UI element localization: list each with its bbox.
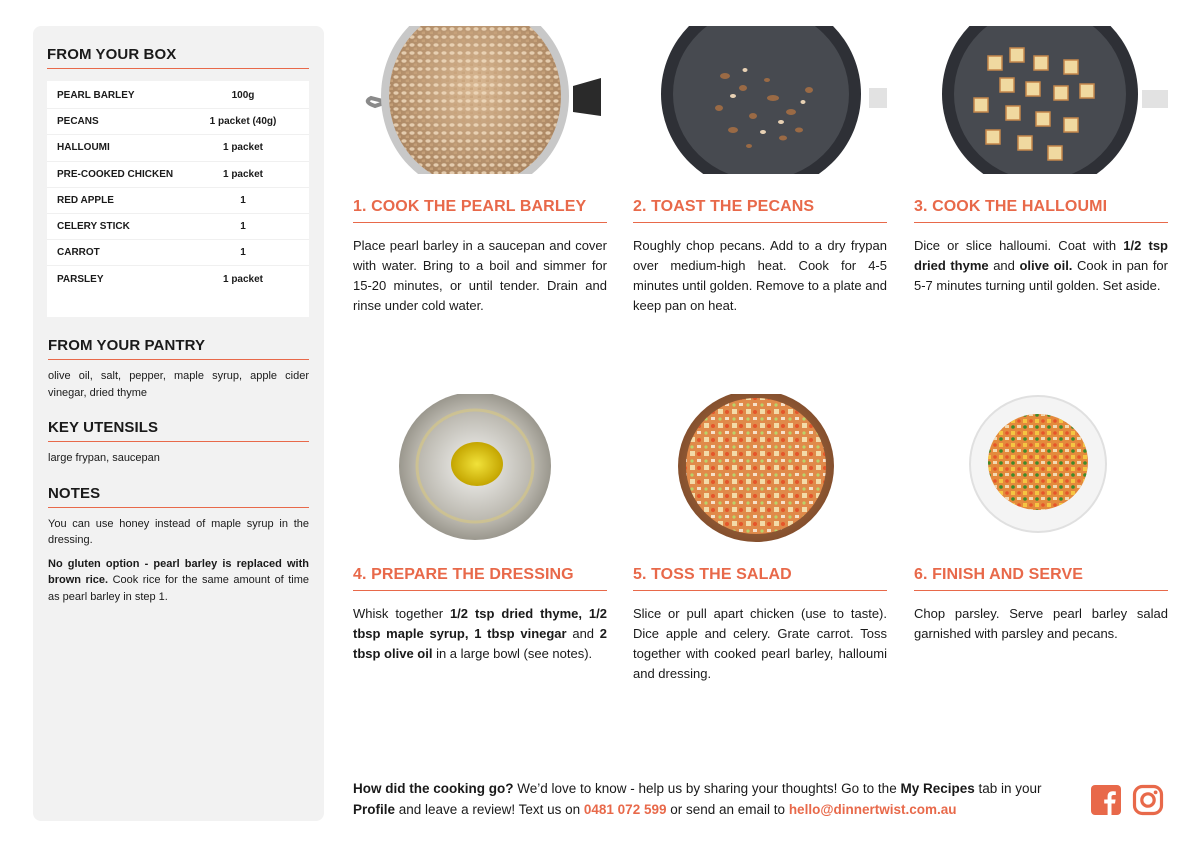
step-body [353,604,607,664]
dressing-in-bowl-image [353,394,607,542]
step-5 [633,394,887,684]
pearl-barley-in-strainer-image [353,26,607,174]
ingredient-qty: 1 packet (40g) [209,116,277,128]
my-recipes-link[interactable]: My Recipes [900,781,975,796]
table-row [47,162,309,188]
table-row [47,266,309,292]
step-text-bold: 1/2 tsp dried thyme, 1/2 tbsp maple syrup, 1 tbsp vinegar [353,606,607,641]
instagram-icon[interactable] [1132,784,1164,816]
step-text: Dice or slice halloumi. Coat with [914,238,1124,253]
step-title: 1. COOK THE PEARL BARLEY [353,198,607,223]
table-row [47,135,309,161]
ingredient-name: PRE-COOKED CHICKEN [57,168,174,180]
step-body [914,236,1168,296]
box-heading: FROM YOUR BOX [47,46,309,69]
note-honey: You can use honey instead of maple syrup in the dressing. [48,517,309,546]
salad-in-bowl-image [633,394,887,542]
notes-heading: NOTES [48,485,309,508]
pantry-text: olive oil, salt, pepper, maple syrup, apple cider vinegar, dried thyme [48,370,309,399]
step-text: and [988,258,1020,273]
table-row [47,188,309,214]
step-text: Slice or pull apart chicken (use to taste). Dice apple and celery. Grate carrot. Toss together with cooked pearl barley, halloumi and dressing. [633,606,887,681]
notes-section [47,485,309,606]
pantry-section [47,337,309,401]
ingredient-name: PEARL BARLEY [57,90,135,102]
pantry-heading: FROM YOUR PANTRY [48,337,309,360]
ingredient-name: HALLOUMI [57,142,110,154]
social-links [1090,784,1164,816]
ingredient-qty: 100g [231,90,255,102]
table-row [47,83,309,109]
phone-link[interactable]: 0481 072 599 [583,802,667,817]
ingredient-qty: 1 packet [222,142,264,154]
utensils-text: large frypan, saucepan [48,452,160,464]
salad-on-plate-image [914,394,1168,542]
utensils-heading: KEY UTENSILS [48,419,309,442]
ingredient-name: PECANS [57,116,99,128]
table-row [47,109,309,135]
step-text: and [566,626,600,641]
step-body [633,236,887,316]
footer-text: and leave a review! Text us on [395,802,584,817]
ingredient-qty: 1 packet [222,273,264,285]
step-2 [633,26,887,316]
note-gluten [48,556,309,606]
facebook-icon[interactable] [1090,784,1122,816]
ingredient-name: CELERY STICK [57,221,130,233]
step-text-bold: olive oil. [1019,258,1073,273]
step-title: 2. TOAST THE PECANS [633,198,887,223]
ingredient-qty: 1 [240,221,246,233]
pecans-in-frypan-image [633,26,887,174]
note-gluten-rest: Cook rice for the same amount of time as pearl barley in step 1. [48,574,309,603]
table-row [47,240,309,266]
footer-text: tab in your [974,781,1042,796]
step-4 [353,394,607,664]
step-title: 3. COOK THE HALLOUMI [914,198,1168,223]
step-text-bold: 2 tbsp olive oil [353,626,607,661]
step-text: Cook in pan for 5-7 minutes turning until golden. Set aside. [914,258,1168,293]
step-text: in a large bowl (see notes). [432,646,593,661]
ingredient-name: RED APPLE [57,194,114,206]
step-title: 5. TOSS THE SALAD [633,566,887,591]
profile-link[interactable]: Profile [353,802,396,817]
email-link[interactable]: hello@dinnertwist.com.au [788,802,957,817]
step-text: Whisk together [353,606,450,621]
footer-question: How did the cooking go? [353,781,514,796]
halloumi-in-frypan-image [914,26,1168,174]
step-body [633,604,887,684]
step-title: 6. FINISH AND SERVE [914,566,1168,591]
step-text: Chop parsley. Serve pearl barley salad garnished with parsley and pecans. [914,606,1168,641]
step-text: Roughly chop pecans. Add to a dry frypan over medium-high heat. Cook for 4-5 minutes until golden. Remove to a plate and keep pan on heat. [633,238,887,313]
step-6 [914,394,1168,644]
step-3 [914,26,1168,296]
step-text: Place pearl barley in a saucepan and cover with water. Bring to a boil and simmer for 15-20 minutes, or until tender. Drain and rinse under cold water. [353,238,607,313]
note-gluten-bold: No gluten option - pearl barley is replaced with brown rice. [48,557,309,586]
box-ingredients-table [47,81,309,317]
ingredient-qty: 1 [240,194,246,206]
ingredient-qty: 1 packet [222,168,264,180]
footer-text: or send an email to [666,802,789,817]
utensils-section [47,419,309,467]
ingredient-name: CARROT [57,247,100,259]
table-row [47,214,309,240]
feedback-footer [353,778,1083,820]
step-body [353,236,607,316]
ingredient-qty: 1 [240,247,246,259]
step-text-bold: 1/2 tsp dried thyme [914,238,1168,273]
footer-text: We’d love to know - help us by sharing your thoughts! Go to the [513,781,901,796]
step-body [914,604,1168,644]
step-title: 4. PREPARE THE DRESSING [353,566,607,591]
ingredients-sidebar [33,26,324,821]
step-1 [353,26,607,316]
ingredient-name: PARSLEY [57,273,104,285]
